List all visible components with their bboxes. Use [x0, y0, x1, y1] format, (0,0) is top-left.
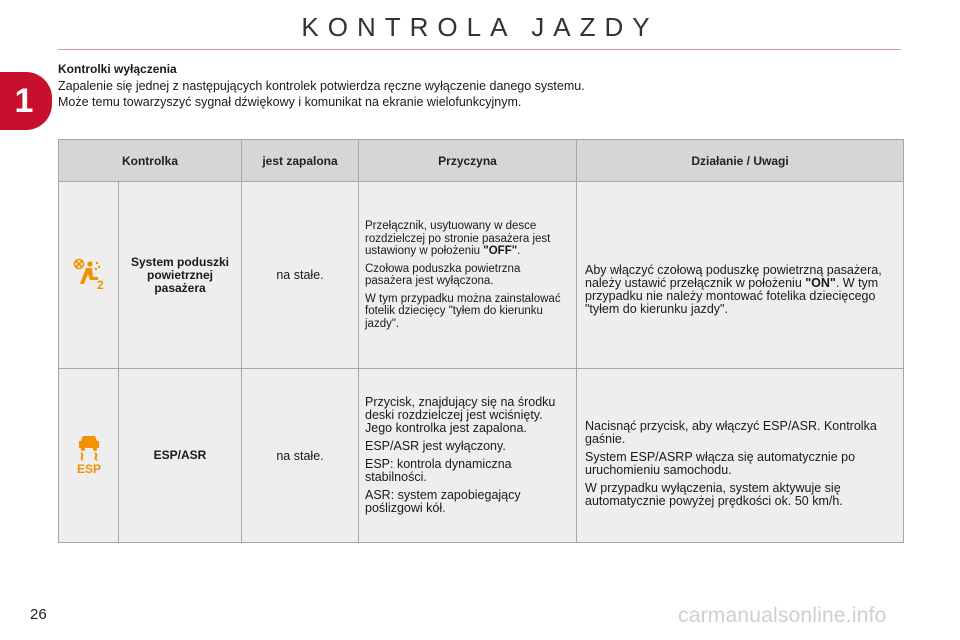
action-paragraph: [585, 264, 895, 316]
cause-text: Przełącznik, usytuowany w desce rozdzielczej po stronie pasażera jest ustawiony w położeniu: [365, 220, 551, 257]
cause-paragraph: ESP: kontrola dynamiczna stabilności.: [365, 457, 512, 484]
intro-text: [58, 78, 898, 110]
page-number: 26: [30, 606, 47, 623]
esp-icon-label: ESP: [76, 462, 101, 475]
icon-cell: [59, 369, 119, 543]
intro-line-2: Może temu towarzyszyć sygnał dźwiękowy i komunikat na ekranie wielofunkcyjnym.: [58, 95, 522, 109]
cause-paragraph: Przycisk, znajdujący się na środku deski rozdzielczej jest wciśnięty. Jego kontrolka jest zapalona.: [365, 395, 556, 435]
cause-paragraph: W tym przypadku można zainstalować fotelik dziecięcy "tyłem do kierunku jazdy".: [365, 292, 561, 330]
page-title: KONTROLA JAZDY: [301, 12, 659, 42]
action-text: . W tym przypadku nie należy montować fotelika dziecięcego "tyłem do kierunku jazdy".: [585, 275, 879, 316]
watermark: carmanualsonline.info: [678, 604, 887, 627]
cause-paragraph: ASR: system zapobiegający poślizgowi kół.: [365, 488, 521, 515]
indicator-action: [577, 182, 904, 369]
table-row: [59, 182, 904, 369]
section-heading: Kontrolki wyłączenia: [58, 62, 177, 76]
passenger-airbag-off-icon: [71, 257, 107, 294]
table-header-row: [59, 140, 904, 182]
indicator-state: na stałe.: [242, 182, 359, 369]
cause-paragraph: [365, 220, 570, 258]
esp-off-icon: [72, 433, 106, 478]
indicator-cause: [359, 369, 577, 543]
cause-text: .: [517, 245, 521, 257]
indicator-table: [58, 139, 904, 543]
indicator-name: System poduszki powietrznej pasażera: [119, 182, 242, 369]
action-paragraph: System ESP/ASRP włącza się automatycznie po uruchomieniu samochodu.: [585, 450, 856, 477]
chapter-tab: 1: [0, 72, 52, 130]
indicator-name: ESP/ASR: [119, 369, 242, 543]
cause-paragraph: ESP/ASR jest wyłączony.: [365, 439, 506, 453]
indicator-action: [577, 369, 904, 543]
header-cause: Przyczyna: [359, 140, 577, 182]
intro-line-1: Zapalenie się jednej z następujących kontrolek potwierdza ręczne wyłączenie danego systemu.: [58, 79, 585, 93]
table-row: [59, 369, 904, 543]
cause-paragraph: Czołowa poduszka powietrzna pasażera jest wyłączona.: [365, 262, 521, 287]
title-divider: [58, 49, 901, 50]
action-bold: "ON": [805, 275, 836, 290]
header-action: Działanie / Uwagi: [577, 140, 904, 182]
action-paragraph: W przypadku wyłączenia, system aktywuje się automatycznie powyżej prędkości ok. 50 km/h.: [585, 481, 843, 508]
action-text: Aby włączyć czołową poduszkę powietrzną pasażera, należy ustawić przełącznik w położeniu: [585, 262, 882, 290]
indicator-cause: [359, 182, 577, 369]
action-paragraph: Nacisnąć przycisk, aby włączyć ESP/ASR. Kontrolka gaśnie.: [585, 419, 877, 446]
svg-text:2: 2: [96, 277, 104, 291]
cause-bold: "OFF": [483, 245, 518, 257]
indicator-state: na stałe.: [242, 369, 359, 543]
header-state: jest zapalona: [242, 140, 359, 182]
header-kontrolka: Kontrolka: [59, 140, 242, 182]
icon-cell: [59, 182, 119, 369]
